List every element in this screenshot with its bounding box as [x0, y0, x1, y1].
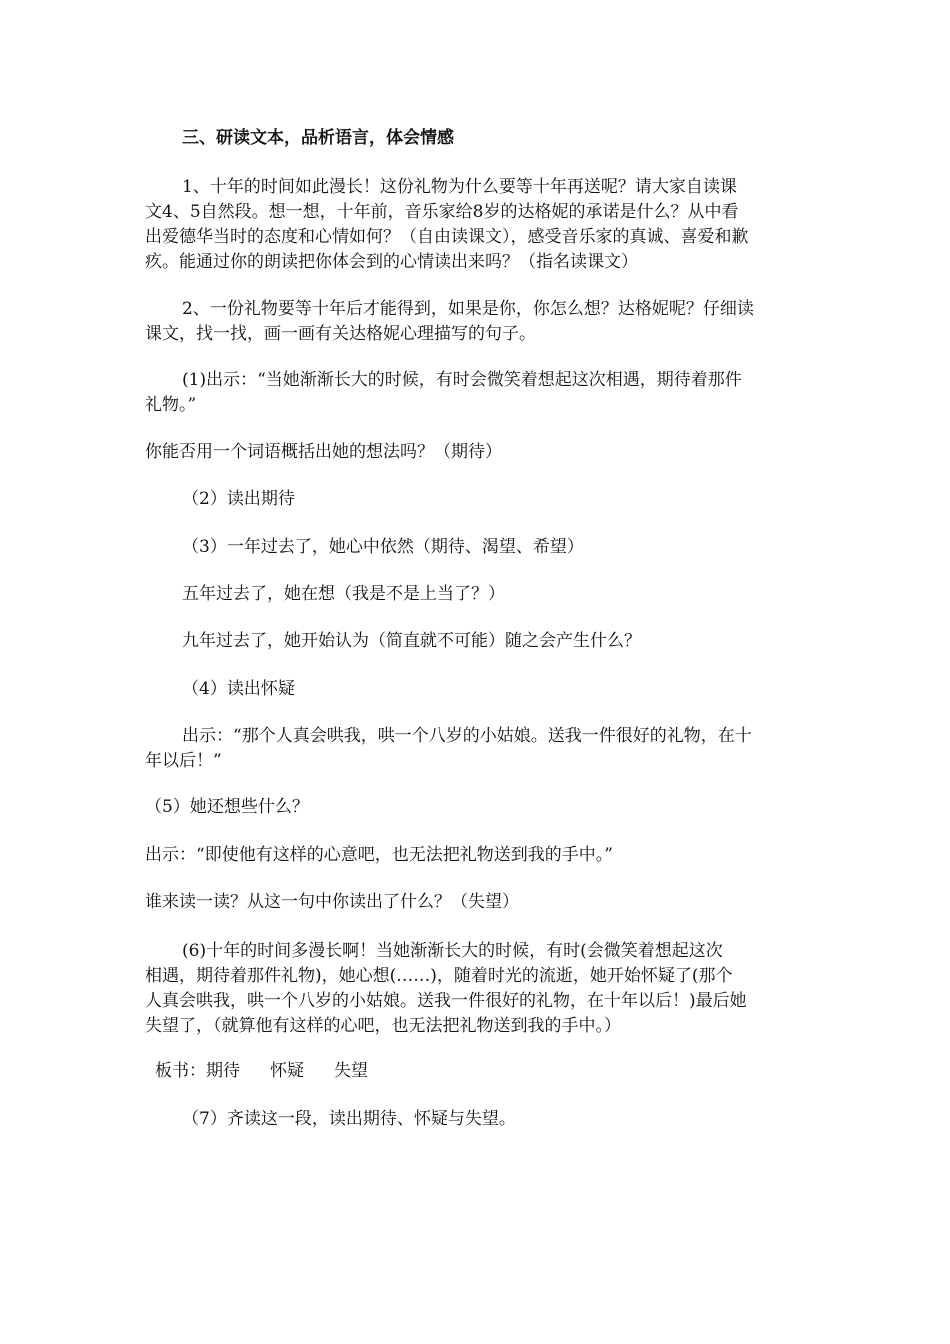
paragraph-1-line-4: 疚。能通过你的朗读把你体会到的心情读出来吗？（指名读课文）: [145, 252, 638, 272]
paragraph-1-line-1: 1、十年的时间如此漫长！这份礼物为什么要等十年再送呢？请大家自读课: [182, 177, 737, 197]
paragraph-7: 五年过去了，她在想（我是不是上当了？）: [182, 584, 505, 604]
paragraph-10-line-2: 年以后！”: [145, 751, 222, 771]
paragraph-14-line-2: 相遇，期待着那件礼物)，她心想(……)，随着时光的流逝，她开始怀疑了(那个: [145, 966, 733, 986]
paragraph-8: 九年过去了，她开始认为（简直就不可能）随之会产生什么？: [182, 631, 641, 651]
board-word-expectation: 期待: [206, 1061, 240, 1081]
paragraph-9: （4）读出怀疑: [182, 679, 295, 699]
paragraph-6: （3）一年过去了，她心中依然（期待、渴望、希望）: [182, 537, 584, 557]
paragraph-3-line-1: (1)出示：“当她渐渐长大的时候，有时会微笑着想起这次相遇，期待着那件: [182, 370, 742, 390]
paragraph-1-line-2: 文4、5自然段。想一想，十年前，音乐家给8岁的达格妮的承诺是什么？从中看: [145, 202, 739, 222]
paragraph-2-line-2: 课文，找一找，画一画有关达格妮心理描写的句子。: [145, 324, 536, 344]
paragraph-5: （2）读出期待: [182, 489, 295, 509]
paragraph-13: 谁来读一读？从这一句中你读出了什么？（失望）: [145, 892, 519, 912]
paragraph-2-line-1: 2、一份礼物要等十年后才能得到，如果是你，你怎么想？达格妮呢？仔细读: [182, 299, 754, 319]
paragraph-12: 出示：“即使他有这样的心意吧，也无法把礼物送到我的手中。”: [145, 845, 613, 865]
paragraph-4: 你能否用一个词语概括出她的想法吗？（期待）: [145, 442, 502, 462]
paragraph-14-line-1: (6)十年的时间多漫长啊！当她渐渐长大的时候，有时(会微笑着想起这次: [182, 941, 723, 961]
section-heading: 三、研读文本，品析语言，体会情感: [182, 128, 454, 148]
paragraph-10-line-1: 出示：“那个人真会哄我，哄一个八岁的小姑娘。送我一件很好的礼物，在十: [182, 726, 752, 746]
board-label: 板书：: [155, 1061, 206, 1081]
board-notes: [155, 1059, 950, 1083]
paragraph-1-line-3: 出爱德华当时的态度和心情如何？（自由读课文），感受音乐家的真诚、喜爱和歉: [145, 227, 749, 247]
board-word-disappointment: 失望: [334, 1061, 368, 1081]
paragraph-15: （7）齐读这一段，读出期待、怀疑与失望。: [182, 1109, 516, 1129]
paragraph-14-line-4: 失望了，（就算他有这样的心吧，也无法把礼物送到我的手中。）: [145, 1016, 621, 1036]
board-word-doubt: 怀疑: [270, 1061, 304, 1081]
paragraph-14-line-3: 人真会哄我，哄一个八岁的小姑娘。送我一件很好的礼物，在十年以后！)最后她: [145, 991, 747, 1011]
paragraph-11: （5）她还想些什么？: [145, 797, 309, 817]
paragraph-3-line-2: 礼物。”: [145, 395, 197, 415]
